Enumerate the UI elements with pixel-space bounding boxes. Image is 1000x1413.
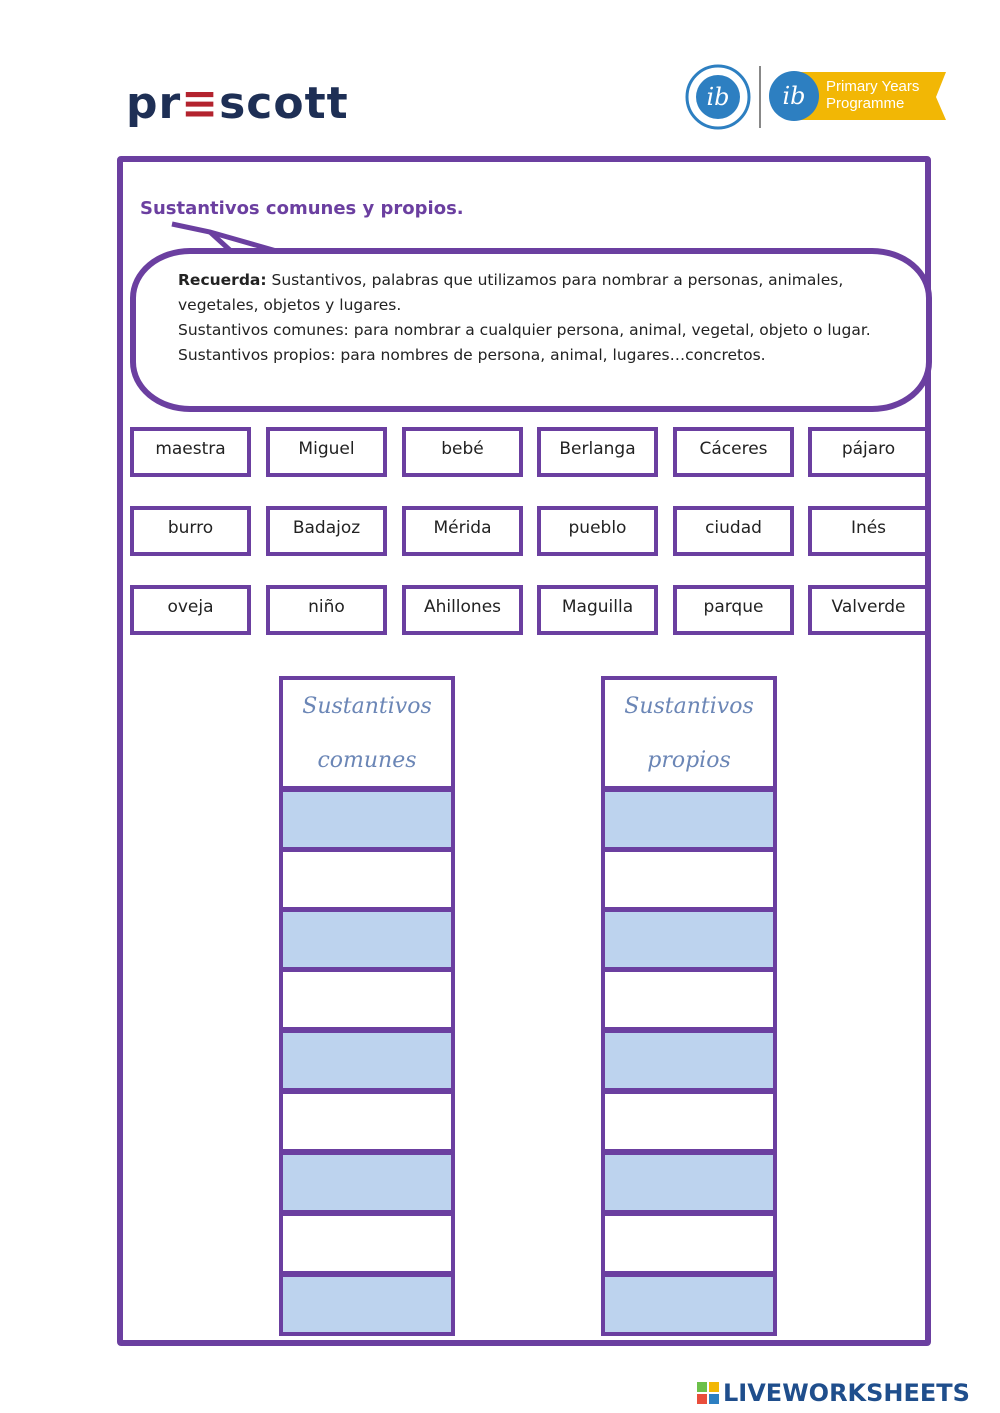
drop-slot[interactable] bbox=[601, 1090, 777, 1153]
drop-slot[interactable] bbox=[601, 908, 777, 971]
brand-e-mark: ≡ bbox=[181, 78, 220, 129]
drop-slot[interactable] bbox=[601, 848, 777, 911]
word-card[interactable]: parque bbox=[673, 585, 794, 635]
drop-slot[interactable] bbox=[601, 1212, 777, 1275]
column-comunes bbox=[279, 676, 455, 1336]
drop-slot[interactable] bbox=[279, 968, 455, 1031]
word-card[interactable]: Cáceres bbox=[673, 427, 794, 477]
note-line-1: Sustantivos, palabras que utilizamos para nombrar a personas, animales, vegetales, objetos y lugares. bbox=[178, 271, 844, 314]
word-card[interactable]: pueblo bbox=[537, 506, 658, 556]
column-header-line1: Sustantivos bbox=[302, 694, 432, 719]
word-card[interactable]: Badajoz bbox=[266, 506, 387, 556]
column-header-line2: propios bbox=[647, 748, 731, 773]
word-card[interactable]: oveja bbox=[130, 585, 251, 635]
drop-slot[interactable] bbox=[601, 788, 777, 851]
word-card[interactable]: bebé bbox=[402, 427, 523, 477]
drop-slot[interactable] bbox=[601, 1273, 777, 1336]
word-card[interactable]: ciudad bbox=[673, 506, 794, 556]
pyp-line2: Programme bbox=[826, 95, 905, 112]
word-card[interactable]: burro bbox=[130, 506, 251, 556]
word-card[interactable]: Miguel bbox=[266, 427, 387, 477]
drop-slot[interactable] bbox=[279, 1090, 455, 1153]
note-paragraph-1 bbox=[178, 268, 898, 318]
pyp-ib-text: ib bbox=[782, 82, 806, 110]
drop-slot[interactable] bbox=[279, 1212, 455, 1275]
ib-logos bbox=[684, 62, 949, 132]
drop-slot[interactable] bbox=[279, 1273, 455, 1336]
word-card[interactable]: Maguilla bbox=[537, 585, 658, 635]
drop-slot[interactable] bbox=[279, 1029, 455, 1092]
word-card[interactable]: maestra bbox=[130, 427, 251, 477]
word-card[interactable]: Valverde bbox=[808, 585, 929, 635]
column-header-comunes bbox=[279, 676, 455, 790]
note-lead: Recuerda: bbox=[178, 271, 267, 289]
liveworksheets-logo bbox=[697, 1378, 970, 1408]
liveworksheets-badge-icon bbox=[697, 1382, 719, 1404]
worksheet-title: Sustantivos comunes y propios. bbox=[140, 198, 464, 219]
drop-slot[interactable] bbox=[279, 848, 455, 911]
brand-prefix: pr bbox=[126, 78, 182, 129]
column-header-propios bbox=[601, 676, 777, 790]
ib-world-school-seal bbox=[687, 66, 749, 128]
word-card[interactable]: pájaro bbox=[808, 427, 929, 477]
word-card[interactable]: Berlanga bbox=[537, 427, 658, 477]
column-propios bbox=[601, 676, 777, 1336]
note-line-3: Sustantivos propios: para nombres de persona, animal, lugares…concretos. bbox=[178, 346, 766, 364]
reminder-note bbox=[178, 268, 898, 368]
drop-slot[interactable] bbox=[601, 1029, 777, 1092]
word-card[interactable]: Inés bbox=[808, 506, 929, 556]
drop-slot[interactable] bbox=[279, 908, 455, 971]
drop-slot[interactable] bbox=[279, 788, 455, 851]
word-card[interactable]: Ahillones bbox=[402, 585, 523, 635]
word-card[interactable]: niño bbox=[266, 585, 387, 635]
prescott-logo bbox=[126, 78, 349, 129]
pyp-logo bbox=[769, 71, 946, 121]
drop-slot[interactable] bbox=[601, 968, 777, 1031]
drop-slot[interactable] bbox=[279, 1151, 455, 1214]
word-card[interactable]: Mérida bbox=[402, 506, 523, 556]
note-line-2: Sustantivos comunes: para nombrar a cualquier persona, animal, vegetal, objeto o lugar. bbox=[178, 321, 871, 339]
column-header-line2: comunes bbox=[317, 748, 417, 773]
brand-suffix: scott bbox=[219, 78, 349, 129]
word-cards bbox=[128, 427, 930, 639]
ib-seal-text: ib bbox=[706, 83, 730, 111]
pyp-line1: Primary Years bbox=[826, 78, 920, 95]
liveworksheets-text: LIVEWORKSHEETS bbox=[723, 1379, 970, 1407]
column-header-line1: Sustantivos bbox=[624, 694, 754, 719]
drop-slot[interactable] bbox=[601, 1151, 777, 1214]
